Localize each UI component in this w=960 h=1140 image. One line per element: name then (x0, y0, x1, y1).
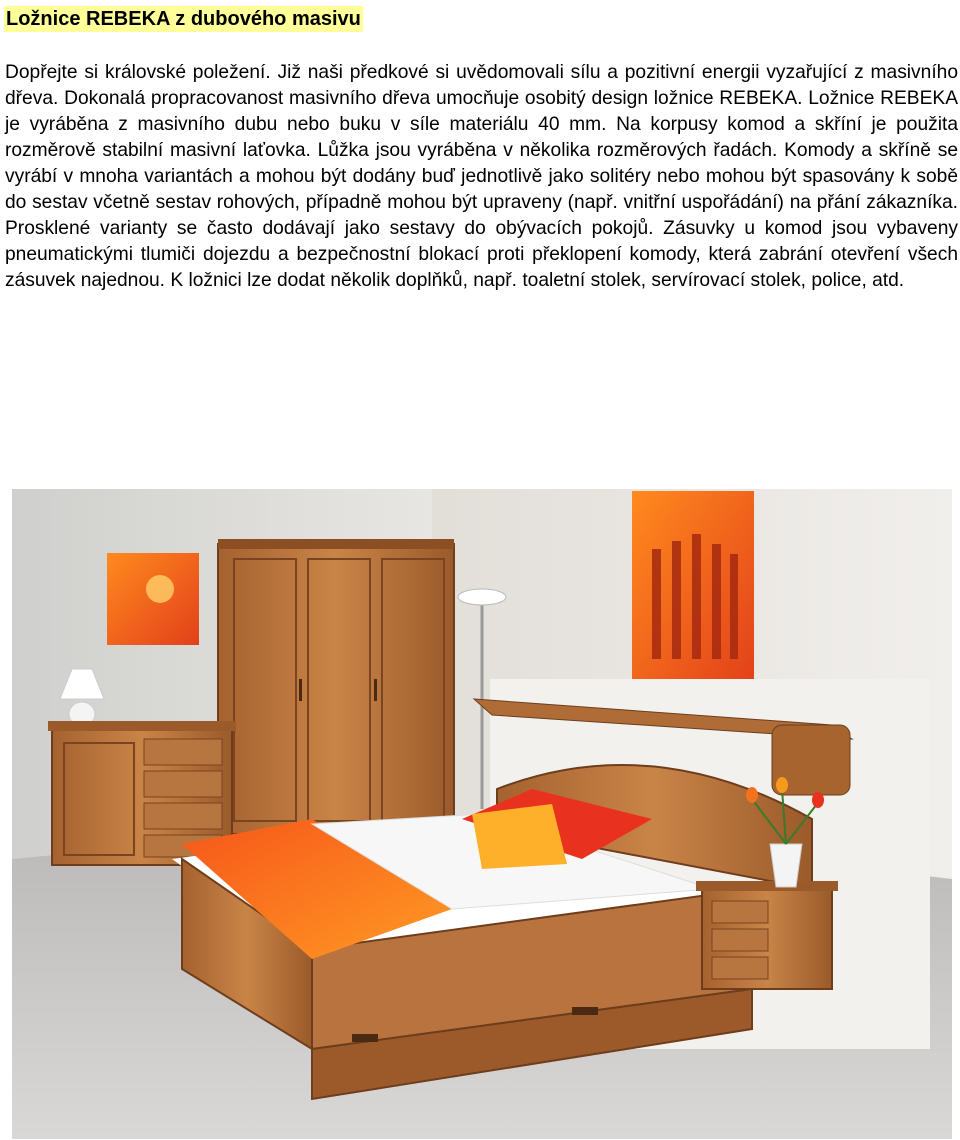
nightstand (696, 881, 838, 989)
floor-lamp-shade (458, 589, 506, 605)
bedroom-photo (12, 489, 952, 1139)
painting-sun (146, 575, 174, 603)
flower-vase (770, 844, 802, 887)
wardrobe (218, 539, 454, 834)
pillow-yellow (472, 804, 567, 869)
product-description: Dopřejte si královské poležení. Již naši předkové si uvědomovali sílu a pozitivní energii vyzařující z masivního dřeva. Dokonalá propracovanost masivního dřeva umocňuje osobitý design ložnice REBEKA. Ložnice REBEKA je vyráběna z masivního dubu nebo buku v síle materiálu 40 mm. Na korpusy komod a skříní je použita rozměrově stabilní masivní laťovka. Lůžka jsou vyráběna v několika rozměrových řadách. Komody a skříně se vyrábí v mnoha variantách a mohou být dodány buď jednotlivě jako solitéry nebo mohou být spasovány k sobě do sestav včetně sestav rohových, případně mohou být upraveny (např. vnitřní uspořádání) na přání zákazníka. Prosklené varianty se často dodávají jako sestavy do obývacích pokojů. Zásuvky u komod jsou vybaveny pneumatickými tlumiči dojezdu a bezpečnostní blokací proti překlopení komody, která zabrání otevření všech zásuvek najednou. K ložnici lze dodat několik doplňků, např. toaletní stolek, servírovací stolek, police, atd. (5, 62, 958, 291)
document-title: Ložnice REBEKA z dubového masivu (6, 8, 361, 30)
